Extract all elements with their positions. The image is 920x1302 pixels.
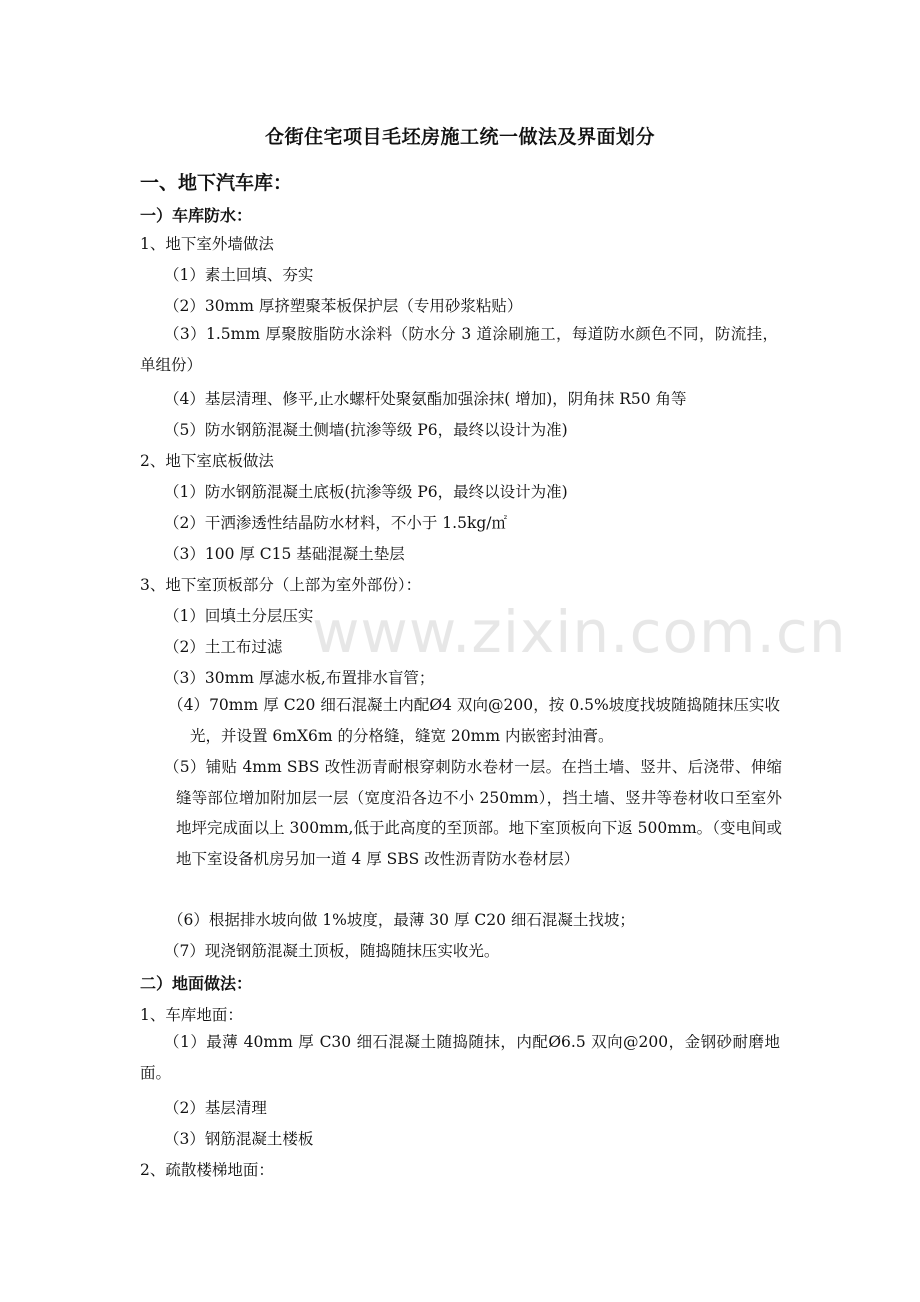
item-label-garage-floor: 1、车库地面： bbox=[140, 1006, 243, 1024]
list-item: （3）钢筋混凝土楼板 bbox=[164, 1130, 314, 1148]
list-item: （6）根据排水坡向做 1%坡度，最薄 30 厚 C20 细石混凝土找坡； bbox=[168, 911, 635, 929]
subsection-heading-waterproofing: 一）车库防水： bbox=[140, 206, 253, 225]
watermark: www.zixin.com.cn bbox=[312, 598, 847, 666]
list-item: （3）30mm 厚滤水板,布置排水盲管； bbox=[164, 669, 435, 687]
item-label-exterior-wall: 1、地下室外墙做法 bbox=[140, 235, 274, 253]
subsection-heading-floor: 二）地面做法： bbox=[140, 974, 253, 993]
list-item: （2）30mm 厚挤塑聚苯板保护层（专用砂浆粘贴） bbox=[164, 297, 523, 315]
list-item: （3）100 厚 C15 基础混凝土垫层 bbox=[164, 545, 405, 563]
list-item: （2）土工布过滤 bbox=[164, 638, 283, 656]
list-item: （4）70mm 厚 C20 细石混凝土内配Ø4 双向@200，按 0.5%坡度找坡随捣随抹压实收光，并设置 6mX6m 的分格缝，缝宽 20mm 内嵌密封油膏。 bbox=[168, 696, 780, 745]
list-item: （1）素土回填、夯实 bbox=[164, 266, 314, 284]
list-item: （2）基层清理 bbox=[164, 1099, 267, 1117]
item-label-stair-floor: 2、疏散楼梯地面： bbox=[140, 1161, 274, 1179]
list-item: （1）最薄 40mm 厚 C30 细石混凝土随捣随抹，内配Ø6.5 双向@200，金钢砂耐磨地面。 bbox=[140, 1033, 780, 1082]
list-item: （1）防水钢筋混凝土底板(抗渗等级 P6，最终以设计为准) bbox=[164, 483, 568, 501]
list-item: （1）回填土分层压实 bbox=[164, 607, 314, 625]
list-item: （3）1.5mm 厚聚胺脂防水涂料（防水分 3 道涂刷施工，每道防水颜色不同，防流挂，单组份） bbox=[140, 325, 778, 374]
item-label-roof-slab: 3、地下室顶板部分（上部为室外部份）： bbox=[140, 576, 422, 594]
list-item: （2）干洒渗透性结晶防水材料，不小于 1.5kg/㎡ bbox=[164, 514, 507, 532]
section-heading-underground-garage: 一、地下汽车库： bbox=[140, 172, 293, 194]
list-item: （5）铺贴 4mm SBS 改性沥青耐根穿刺防水卷材一层。在挡土墙、竖井、后浇带、伸缩缝等部位增加附加层一层（宽度沿各边不小 250mm），挡土墙、竖井等卷材收口至室外地坪完成面以上 300mm,低于此高度的至顶部。地下室顶板向下返 500mm。（变电间或地下室设备机房另加一道 4 厚 SBS 改性沥青防水卷材层） bbox=[164, 758, 782, 868]
list-item: （7）现浇钢筋混凝土顶板，随捣随抹压实收光。 bbox=[164, 942, 500, 960]
document-title: 仓街住宅项目毛坯房施工统一做法及界面划分 bbox=[264, 126, 655, 148]
item-label-base-slab: 2、地下室底板做法 bbox=[140, 452, 274, 470]
list-item: （5）防水钢筋混凝土侧墙(抗渗等级 P6，最终以设计为准) bbox=[164, 421, 568, 439]
list-item: （4）基层清理、修平,止水螺杆处聚氨酯加强涂抹( 增加)，阴角抹 R50 角等 bbox=[164, 390, 687, 408]
